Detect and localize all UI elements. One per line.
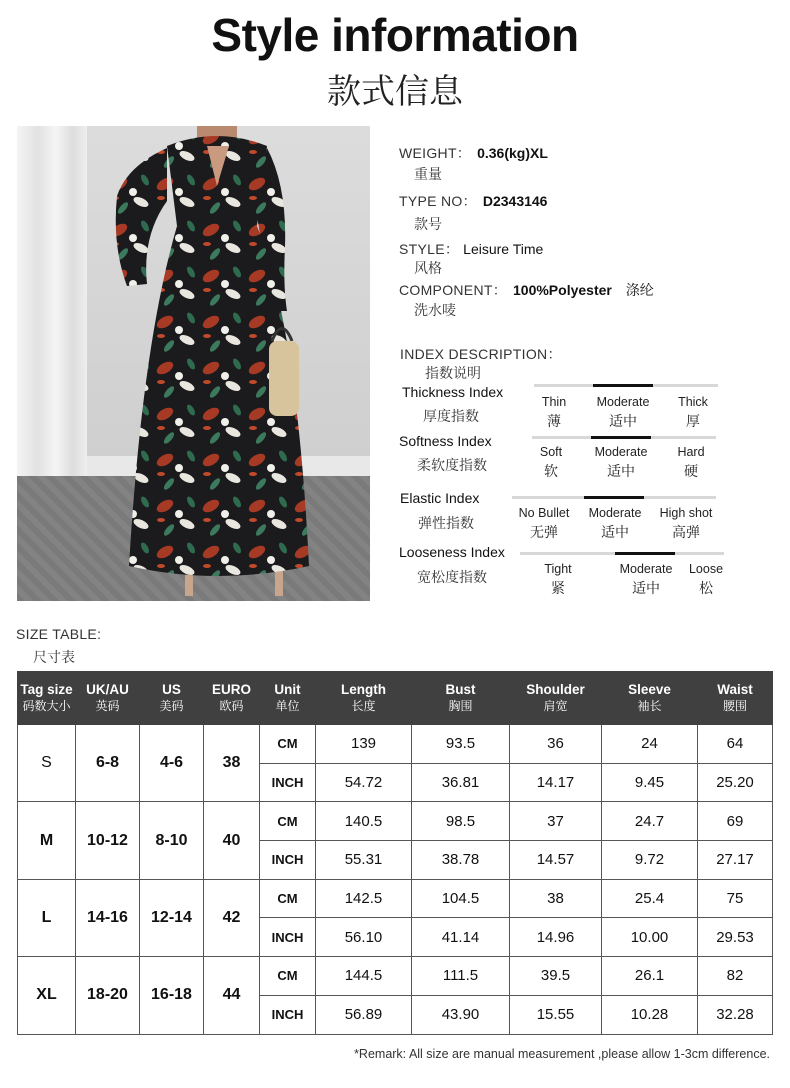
component-value-cn: 涤纶 (625, 283, 654, 299)
waist-cell: 75 (698, 879, 773, 918)
size-table-header (18, 672, 773, 725)
style-row (399, 239, 543, 259)
component-row (399, 280, 654, 300)
style-cn: 风格 (414, 261, 442, 277)
euro-cell: 40 (204, 802, 260, 879)
bust-cell: 98.5 (412, 802, 510, 841)
header-shoulder: Shoulder 肩宽 (510, 672, 602, 725)
uk-au-cell: 10-12 (76, 802, 140, 879)
tag-size-cell: L (18, 879, 76, 956)
length-cell: 144.5 (316, 957, 412, 996)
uk-au-cell: 6-8 (76, 725, 140, 802)
elastic-option-no-bullet: No Bullet 无弹 (518, 506, 570, 541)
uk-au-cell: 14-16 (76, 879, 140, 956)
unit-cm-cell: CM (260, 725, 316, 764)
sleeve-cell: 24 (602, 725, 698, 764)
header-tag-size: Tag size 码数大小 (18, 672, 76, 725)
softness-option-moderate: Moderate 适中 (594, 445, 648, 480)
shoulder-cell: 14.96 (510, 918, 602, 957)
waist-cell: 69 (698, 802, 773, 841)
unit-cm-cell: CM (260, 802, 316, 841)
header-waist: Waist 腰围 (698, 672, 773, 725)
thickness-option-moderate: Moderate 适中 (596, 395, 650, 430)
shoulder-cell: 15.55 (510, 995, 602, 1034)
style-label: STYLE： (399, 241, 460, 257)
shoulder-cell: 38 (510, 879, 602, 918)
sleeve-cell: 25.4 (602, 879, 698, 918)
component-cn: 洗水唛 (414, 303, 456, 319)
sleeve-cell: 9.72 (602, 841, 698, 880)
thickness-option-thin: Thin 薄 (541, 395, 567, 430)
length-cell: 56.89 (316, 995, 412, 1034)
euro-cell: 38 (204, 725, 260, 802)
weight-value: 0.36(kg)XL (477, 145, 548, 161)
table-row (18, 879, 773, 918)
thickness-label: Thickness Index (402, 384, 504, 400)
tag-size-cell: S (18, 725, 76, 802)
length-cell: 142.5 (316, 879, 412, 918)
shoulder-cell: 36 (510, 725, 602, 764)
length-cell: 140.5 (316, 802, 412, 841)
us-cell: 16-18 (140, 957, 204, 1034)
bust-cell: 111.5 (412, 957, 510, 996)
softness-cn: 柔软度指数 (417, 458, 487, 474)
tag-size-cell: M (18, 802, 76, 879)
sleeve-cell: 24.7 (602, 802, 698, 841)
length-cell: 54.72 (316, 763, 412, 802)
tag-size-cell: XL (18, 957, 76, 1034)
bust-cell: 93.5 (412, 725, 510, 764)
page-subtitle: 款式信息 (327, 72, 463, 112)
unit-inch-cell: INCH (260, 763, 316, 802)
bust-cell: 43.90 (412, 995, 510, 1034)
thickness-selected-indicator (593, 384, 653, 387)
length-cell: 139 (316, 725, 412, 764)
shoulder-cell: 14.17 (510, 763, 602, 802)
type-row (399, 191, 547, 211)
looseness-label: Looseness Index (399, 544, 505, 560)
page-title: Style information (211, 9, 579, 61)
waist-cell: 32.28 (698, 995, 773, 1034)
looseness-option-tight: Tight 紧 (544, 562, 572, 597)
unit-inch-cell: INCH (260, 841, 316, 880)
table-row (18, 957, 773, 996)
index-title: INDEX DESCRIPTION： (400, 346, 562, 362)
bust-cell: 38.78 (412, 841, 510, 880)
product-photo (17, 126, 370, 601)
elastic-label: Elastic Index (400, 490, 480, 506)
bust-cell: 41.14 (412, 918, 510, 957)
sleeve-cell: 26.1 (602, 957, 698, 996)
sleeve-cell: 10.28 (602, 995, 698, 1034)
bust-cell: 104.5 (412, 879, 510, 918)
elastic-option-moderate: Moderate 适中 (588, 506, 642, 541)
softness-option-hard: Hard 硬 (677, 445, 705, 480)
elastic-cn: 弹性指数 (418, 516, 474, 532)
unit-inch-cell: INCH (260, 995, 316, 1034)
shoulder-cell: 14.57 (510, 841, 602, 880)
size-table-title-cn: 尺寸表 (33, 650, 75, 666)
remark-note: *Remark: All size are manual measurement ,please allow 1-3cm difference. (354, 1047, 770, 1061)
type-value: D2343146 (482, 193, 548, 209)
header-euro: EURO 欧码 (204, 672, 260, 725)
elastic-selected-indicator (584, 496, 644, 499)
us-cell: 12-14 (140, 879, 204, 956)
unit-cm-cell: CM (260, 957, 316, 996)
size-table-title: SIZE TABLE: (16, 626, 102, 642)
unit-cm-cell: CM (260, 879, 316, 918)
table-row (18, 725, 773, 764)
table-row (18, 802, 773, 841)
header-us: US 美码 (140, 672, 204, 725)
length-cell: 55.31 (316, 841, 412, 880)
shoulder-cell: 37 (510, 802, 602, 841)
thickness-option-thick: Thick 厚 (678, 395, 708, 430)
type-label: TYPE NO： (399, 193, 477, 209)
dress-illustration (17, 126, 370, 601)
bust-cell: 36.81 (412, 763, 510, 802)
euro-cell: 44 (204, 957, 260, 1034)
softness-option-soft: Soft 软 (539, 445, 563, 480)
looseness-option-loose: Loose 松 (688, 562, 724, 597)
header-uk-au: UK/AU 英码 (76, 672, 140, 725)
component-value: 100%Polyester (513, 282, 612, 298)
header-length: Length 长度 (316, 672, 412, 725)
looseness-selected-indicator (615, 552, 675, 555)
looseness-option-moderate: Moderate 适中 (619, 562, 673, 597)
weight-label: WEIGHT： (399, 145, 472, 161)
waist-cell: 64 (698, 725, 773, 764)
waist-cell: 29.53 (698, 918, 773, 957)
us-cell: 8-10 (140, 802, 204, 879)
elastic-option-high-shot: High shot 高弹 (659, 506, 713, 541)
waist-cell: 82 (698, 957, 773, 996)
looseness-cn: 宽松度指数 (417, 570, 487, 586)
weight-cn: 重量 (414, 167, 442, 183)
thickness-cn: 厚度指数 (423, 409, 479, 425)
us-cell: 4-6 (140, 725, 204, 802)
header-bust: Bust 胸围 (412, 672, 510, 725)
style-value: Leisure Time (463, 241, 544, 257)
euro-cell: 42 (204, 879, 260, 956)
weight-row (399, 143, 548, 163)
size-table (17, 671, 773, 1035)
waist-cell: 27.17 (698, 841, 773, 880)
length-cell: 56.10 (316, 918, 412, 957)
index-title-cn: 指数说明 (425, 366, 481, 382)
softness-label: Softness Index (399, 433, 492, 449)
uk-au-cell: 18-20 (76, 957, 140, 1034)
component-label: COMPONENT： (399, 282, 507, 298)
shoulder-cell: 39.5 (510, 957, 602, 996)
sleeve-cell: 10.00 (602, 918, 698, 957)
sleeve-cell: 9.45 (602, 763, 698, 802)
softness-selected-indicator (591, 436, 651, 439)
type-cn: 款号 (414, 217, 442, 233)
waist-cell: 25.20 (698, 763, 773, 802)
header-unit: Unit 单位 (260, 672, 316, 725)
unit-inch-cell: INCH (260, 918, 316, 957)
header-sleeve: Sleeve 袖长 (602, 672, 698, 725)
